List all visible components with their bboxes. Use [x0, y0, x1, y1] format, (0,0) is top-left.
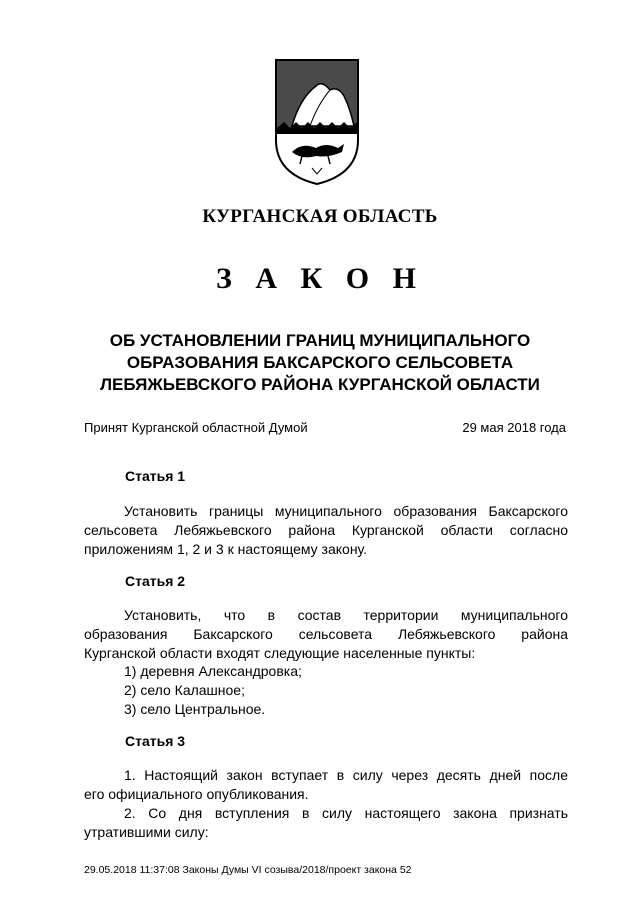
document-type: З А К О Н: [216, 262, 424, 295]
article-2-heading: Статья 2: [125, 573, 186, 589]
settlement-item: 2) село Калашное;: [124, 682, 245, 698]
article-2-text: [84, 606, 568, 663]
adoption-date: 29 мая 2018 года: [462, 420, 566, 435]
law-title-line: ОБРАЗОВАНИЯ БАКСАРСКОГО СЕЛЬСОВЕТА: [126, 353, 514, 372]
document-footer: 29.05.2018 11:37:08 Законы Думы VI созыва/2018/проект закона 52: [84, 864, 412, 876]
adopted-by: Принят Курганской областной Думой: [84, 420, 308, 435]
article-3-line: его официального опубликования.: [84, 786, 309, 802]
article-1-line: сельсовета Лебяжьевского района Курганской области согласно: [84, 522, 568, 538]
settlement-item: 1) деревня Александровка;: [124, 663, 302, 679]
law-title-line: ЛЕБЯЖЬЕВСКОГО РАЙОНА КУРГАНСКОЙ ОБЛАСТИ: [100, 375, 540, 394]
article-3-text: [84, 766, 568, 842]
article-1-heading: Статья 1: [125, 468, 186, 484]
article-1-line: приложениям 1, 2 и 3 к настоящему закону.: [84, 541, 368, 557]
article-3-line: 2. Со дня вступления в силу настоящего закона признать: [124, 805, 568, 821]
region-name: КУРГАНСКАЯ ОБЛАСТЬ: [202, 206, 438, 227]
article-3-heading: Статья 3: [125, 733, 186, 749]
law-title: [70, 330, 570, 396]
coat-of-arms-emblem: [272, 56, 362, 188]
article-2-line: Курганской области входят следующие населенные пункты:: [84, 645, 476, 661]
article-3-line: 1. Настоящий закон вступает в силу через десять дней после: [124, 767, 568, 783]
article-1-text: [84, 502, 568, 559]
settlement-item: 3) село Центральное.: [124, 701, 266, 717]
article-3-line: утратившими силу:: [84, 824, 209, 840]
law-title-line: ОБ УСТАНОВЛЕНИИ ГРАНИЦ МУНИЦИПАЛЬНОГО: [109, 331, 531, 350]
article-1-line: Установить границы муниципального образования Баксарского: [124, 503, 568, 519]
article-2-line: Установить, что в состав территории муниципального: [124, 607, 568, 623]
article-2-line: образования Баксарского сельсовета Лебяжьевского района: [84, 626, 568, 642]
